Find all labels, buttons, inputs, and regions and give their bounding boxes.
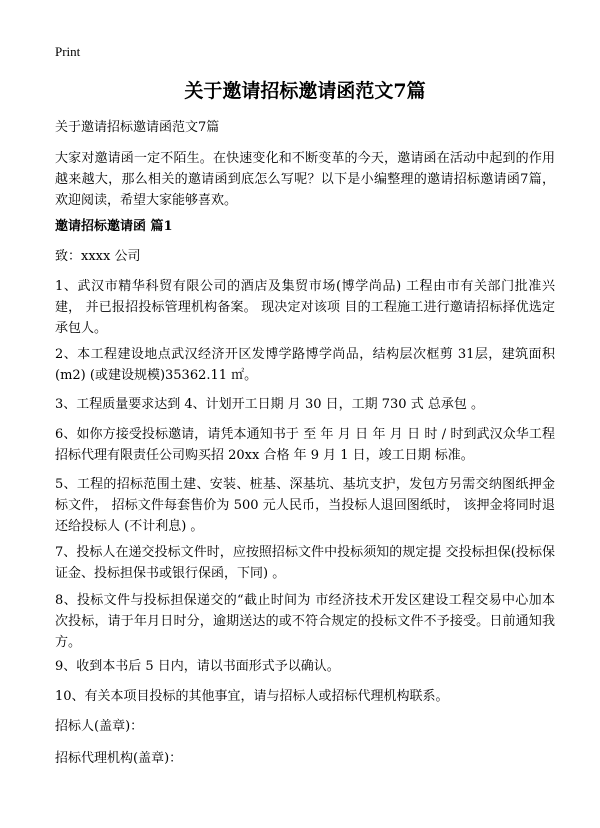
clause-paragraph: 3、工程质量要求达到 4、计划开工日期 月 30 日，工期 730 式 总承包 。: [55, 397, 484, 412]
page-title: 关于邀请招标邀请函范文7篇: [184, 80, 426, 102]
print-link[interactable]: Print: [55, 44, 81, 59]
clause-paragraph: 8、投标文件与投标担保递交的“截止时间为 市经济技术开发区建设工程交易中心加本次投标，请于年月日时分，逾期送达的或不符合规定的投标文件不予接受。日前通知我方。: [55, 593, 555, 650]
clause-paragraph: 9、收到本书后 5 日内，请以书面形式予以确认。: [55, 659, 340, 674]
intro-paragraph: 大家对邀请函一定不陌生。在快速变化和不断变革的今天，邀请函在活动中起到的作用越来越大，那么相关的邀请函到底怎么写呢？以下是小编整理的邀请招标邀请函7篇，欢迎阅读，希望大家能够喜欢。: [55, 151, 555, 208]
clause-paragraph: 1、武汉市精华科贸有限公司的酒店及集贸市场(博学尚品) 工程由市有关部门批准兴建， 并已报招投标管理机构备案。 现决定对该项 目的工程施工进行邀请招标择优选定承包人。: [55, 279, 555, 336]
clause-paragraph: 10、有关本项目投标的其他事宜，请与招标人或招标代理机构联系。: [55, 689, 449, 704]
signature-line-bidder: 招标人(盖章)：: [55, 719, 144, 734]
clause-paragraph: 5、工程的招标范围土建、安装、桩基、深基坑、基坑支护，发包方另需交纳图纸押金 标文件， 招标文件每套售价为 500 元人民币，当投标人退回图纸时， 该押金将同时退还给投标人 (不计利息) 。: [55, 477, 555, 534]
clause-paragraph: 2、本工程建设地点武汉经济开区发博学路博学尚品，结构层次框剪 31层，建筑面积(m2) (或建设规模)35362.11 ㎡。: [55, 347, 555, 383]
section-heading: 邀请招标邀请函 篇1: [55, 219, 173, 234]
clause-paragraph: 6、如你方接受投标邀请，请凭本通知书于 至 年 月 日 年 月 日 时 / 时到武汉众华工程招标代理有限责任公司购买招 20xx 合格 年 9 月 1 日，竣工日期 标准。: [55, 427, 555, 463]
clause-paragraph: 7、投标人在递交投标文件时，应按照招标文件中投标须知的规定提 交投标担保(投标保证金、投标担保书或银行保函，下同) 。: [55, 545, 555, 581]
recipient-line: 致：xxxx 公司: [55, 249, 141, 264]
document-subtitle: 关于邀请招标邀请函范文7篇: [55, 120, 220, 135]
signature-line-agency: 招标代理机构(盖章)：: [55, 751, 183, 766]
